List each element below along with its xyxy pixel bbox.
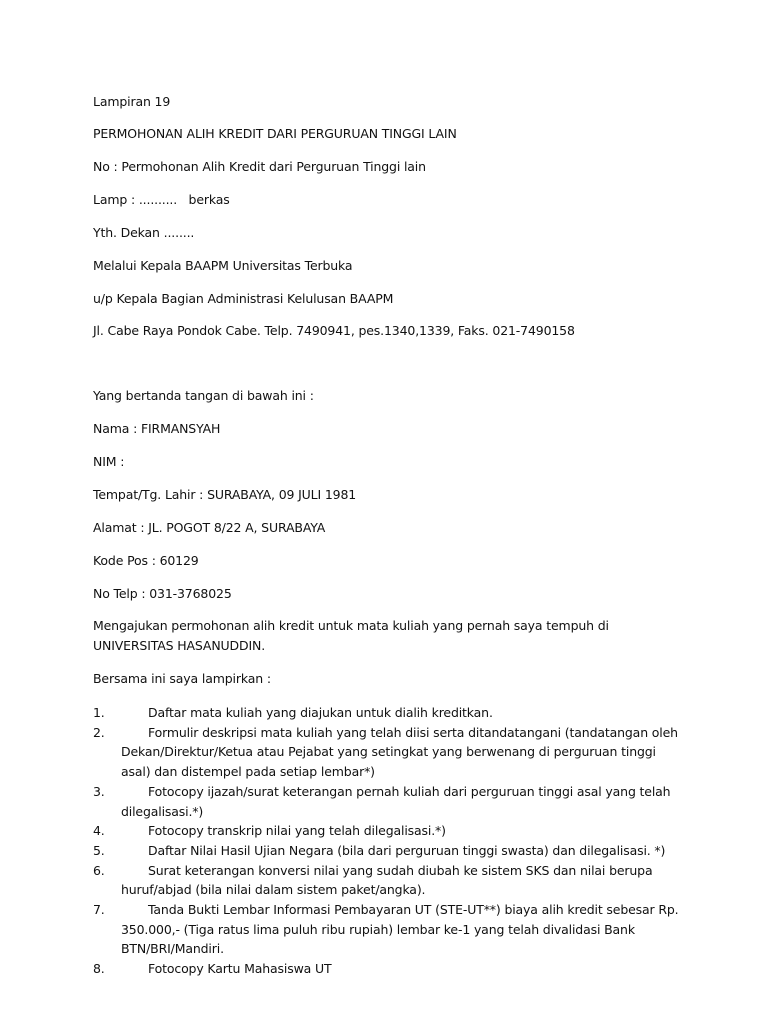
list-item-text: Fotocopy transkrip nilai yang telah dilegalisasi.*) [148,823,446,839]
postal-code-field: Kode Pos : 60129 [93,553,199,568]
list-item-number: 2. [93,724,105,740]
list-item [93,723,683,782]
request-paragraph: Mengajukan permohonan alih kredit untuk mata kuliah yang pernah saya tempuh di UNIVERSITAS HASANUDDIN. [93,618,609,653]
birth-field: Tempat/Tg. Lahir : SURABAYA, 09 JULI 1981 [93,487,357,502]
list-item-number: 1. [93,705,105,720]
list-item-number: 5. [93,842,105,858]
phone-field: No Telp : 031-3768025 [93,586,232,601]
list-item-text: Tanda Bukti Lembar Informasi Pembayaran UT (STE-UT**) biaya alih kredit sebesar Rp. 350.000,- (Tiga ratus lima puluh ribu rupiah) lembar ke-1 yang telah divalidasi Bank BTN/BRI/Mandiri. [121,902,679,957]
nim-field: NIM : [93,454,125,469]
reference-number: No : Permohonan Alih Kredit dari Perguruan Tinggi lain [93,159,426,174]
list-item-text: Formulir deskripsi mata kuliah yang telah diisi serta ditandatangani (tandatangan oleh Dekan/Direktur/Ketua atau Pejabat yang setingkat yang berwenang di perguruan tinggi asal) dan distempel pada setiap lembar*) [121,724,678,780]
attachment-number: Lampiran 19 [93,94,171,109]
list-item-number: 4. [93,823,105,839]
attachment-count: Lamp : .......... berkas [93,192,230,207]
list-item [93,782,683,821]
list-item [93,900,683,959]
recipient-address: Jl. Cabe Raya Pondok Cabe. Telp. 7490941, pes.1340,1339, Faks. 021-7490158 [93,323,575,338]
list-item-text: Daftar mata kuliah yang diajukan untuk dialih kreditkan. [148,705,493,720]
attachments-intro: Bersama ini saya lampirkan : [93,671,271,686]
list-item [93,861,683,900]
via-line: Melalui Kepala BAAPM Universitas Terbuka [93,258,353,273]
list-item-number: 3. [93,783,105,799]
attention-line: u/p Kepala Bagian Administrasi Kelulusan BAAPM [93,291,394,306]
list-item-text: Fotocopy ijazah/surat keterangan pernah kuliah dari perguruan tinggi asal yang telah dilegalisasi.*) [121,783,671,819]
address-field: Alamat : JL. POGOT 8/22 A, SURABAYA [93,520,326,535]
list-item-number: 8. [93,961,105,977]
list-item [93,703,683,723]
list-item-text: Fotocopy Kartu Mahasiswa UT [148,961,332,977]
recipient: Yth. Dekan ........ [93,225,195,240]
document-title: PERMOHONAN ALIH KREDIT DARI PERGURUAN TINGGI LAIN [93,126,457,141]
list-item [93,959,683,979]
list-item [93,841,683,861]
intro-text: Yang bertanda tangan di bawah ini : [93,388,314,403]
list-item-text: Surat keterangan konversi nilai yang sudah diubah ke sistem SKS dan nilai berupa huruf/abjad (bila nilai dalam sistem paket/angka). [121,862,653,898]
name-field: Nama : FIRMANSYAH [93,421,221,436]
list-item-number: 7. [93,902,105,918]
list-item [93,821,683,841]
attachment-list [93,703,683,979]
list-item-text: Daftar Nilai Hasil Ujian Negara (bila dari perguruan tinggi swasta) dan dilegalisasi. *) [148,842,666,858]
list-item-number: 6. [93,862,105,878]
